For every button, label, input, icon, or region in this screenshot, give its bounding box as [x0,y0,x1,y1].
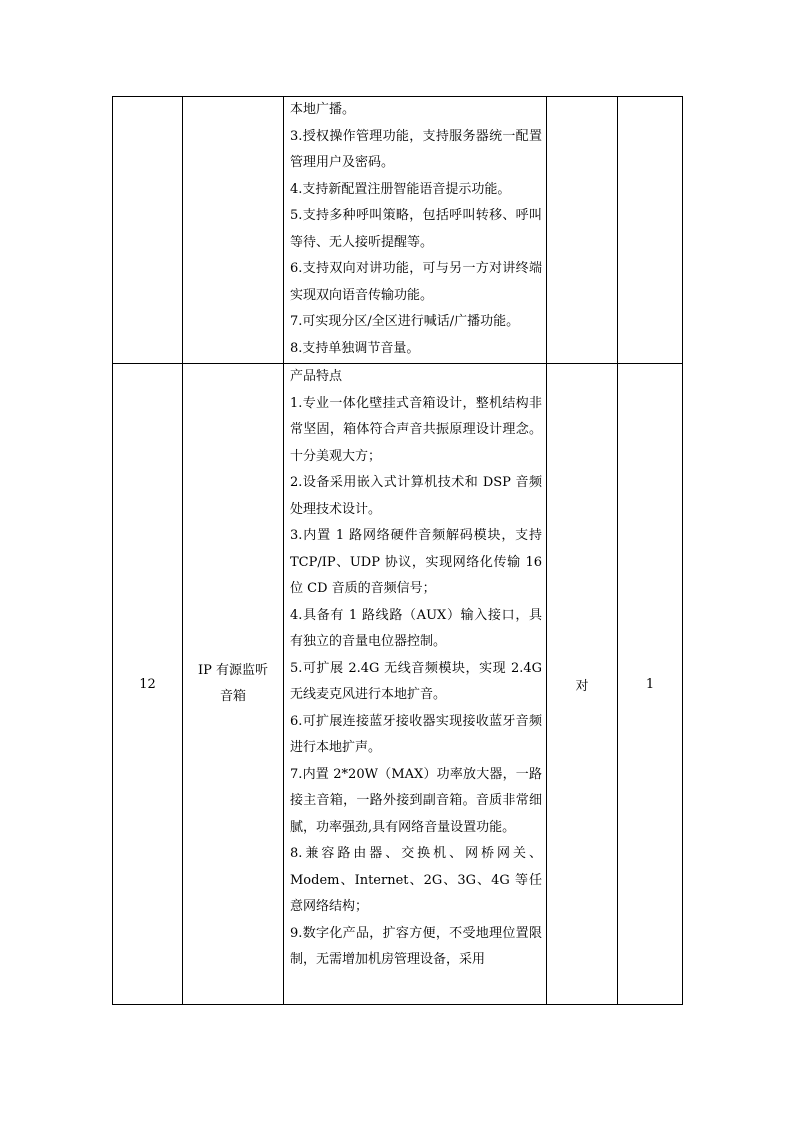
cell-name [183,97,284,364]
description-line: 6.支持双向对讲功能，可与另一方对讲终端实现双向语音传输功能。 [290,261,542,303]
description-line: 7.可实现分区/全区进行喊话/广播功能。 [290,314,520,329]
spec-table [112,96,683,1005]
description-line: 9.数字化产品，扩容方便，不受地理位置限制，无需增加机房管理设备，采用 [290,925,542,967]
description-line: 6.可扩展连接蓝牙接收器实现接收蓝牙音频进行本地扩声。 [290,713,542,755]
description-line: 7.内置 2*20W（MAX）功率放大器，一路接主音箱，一路外接到副音箱。音质非常细腻，功率强劲,具有网络音量设置功能。 [290,766,542,835]
description-line: 4.具备有 1 路线路（AUX）输入接口，具有独立的音量电位器控制。 [290,607,542,649]
cell-qty: 1 [618,364,683,1005]
description-line: 5.支持多种呼叫策略，包括呼叫转移、呼叫等待、无人接听提醒等。 [290,208,542,250]
description-line: 3.授权操作管理功能，支持服务器统一配置管理用户及密码。 [290,128,542,170]
description-line: 8.兼容路由器、交换机、网桥网关、Modem、Internet、2G、3G、4G 等任意网络结构； [290,846,542,914]
cell-no: 12 [113,364,183,1005]
cell-description [284,364,547,1005]
description-line: 4.支持新配置注册智能语音提示功能。 [290,181,511,197]
cell-unit [547,97,618,364]
description-line: 5.可扩展 2.4G 无线音频模块，实现 2.4G 无线麦克风进行本地扩音。 [290,660,542,702]
cell-no [113,97,183,364]
description-line: 1.专业一体化壁挂式音箱设计，整机结构非常坚固，箱体符合声音共振原理设计理念。十分美观大方； [290,395,542,464]
description-line: 3.内置 1 路网络硬件音频解码模块，支持 TCP/IP、UDP 协议，实现网络化传输 16 位 CD 音质的音频信号； [290,528,542,596]
cell-description [284,97,547,364]
description-line: 8.支持单独调节音量。 [290,340,420,356]
table-row-item-12 [113,364,683,1005]
cell-qty [618,97,683,364]
description-line: 本地广播。 [290,102,356,117]
cell-unit: 对 [547,364,618,1005]
product-name: IP 有源监听音箱 [197,663,268,704]
description-line: 2.设备采用嵌入式计算机技术和 DSP 音频处理技术设计。 [290,475,542,517]
description-heading: 产品特点 [290,369,343,384]
table-row-continuation [113,97,683,364]
cell-name [183,364,284,1005]
